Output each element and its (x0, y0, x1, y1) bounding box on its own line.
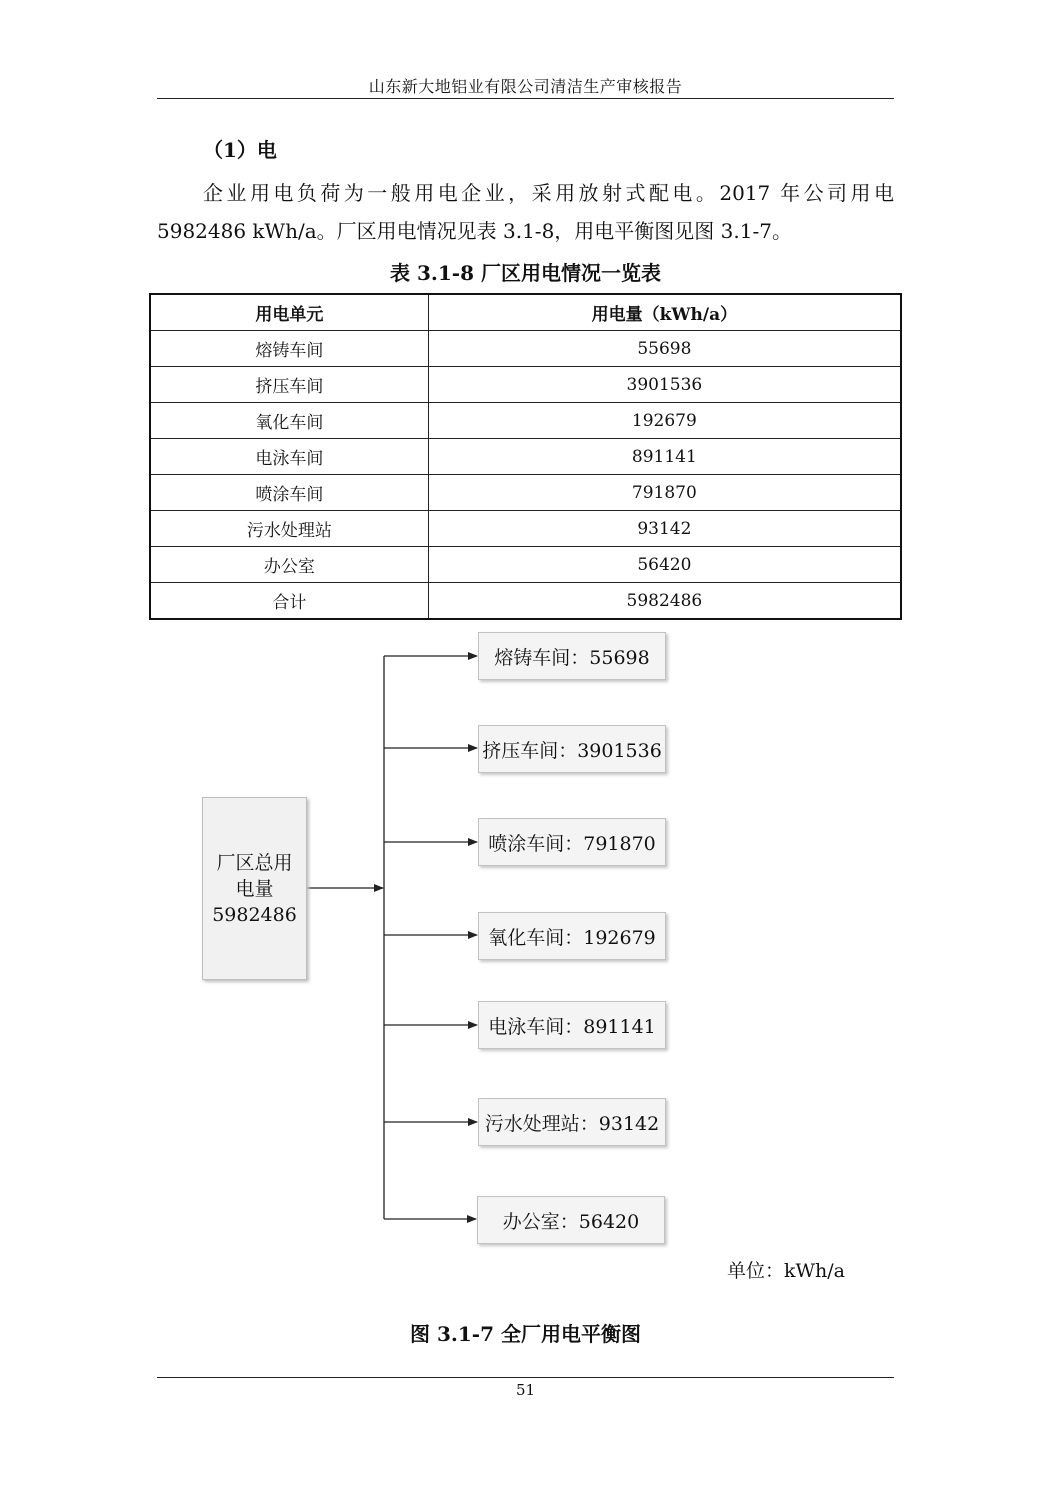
total-consumption-box (202, 797, 307, 980)
cell-value: 791870 (428, 475, 901, 511)
unit-box-extrusion: 挤压车间：3901536 (478, 725, 666, 773)
cell-unit: 喷涂车间 (150, 475, 428, 511)
cell-unit: 电泳车间 (150, 439, 428, 475)
cell-unit: 污水处理站 (150, 511, 428, 547)
cell-value: 5982486 (428, 583, 901, 620)
cell-unit: 合计 (150, 583, 428, 620)
page-number: 51 (515, 1381, 536, 1399)
unit-box-wastewater: 污水处理站：93142 (478, 1098, 666, 1146)
cell-value: 56420 (428, 547, 901, 583)
total-value: 5982486 (212, 903, 297, 926)
cell-value: 891141 (428, 439, 901, 475)
unit-box-oxidation: 氧化车间：192679 (478, 912, 666, 960)
table-title: 表 3.1-8 厂区用电情况一览表 (390, 261, 661, 285)
cell-value: 93142 (428, 511, 901, 547)
cell-value: 3901536 (428, 367, 901, 403)
total-label-line1: 厂区总用 (216, 851, 293, 874)
header-unit: 用电单元 (150, 294, 428, 331)
cell-value: 192679 (428, 403, 901, 439)
cell-unit: 挤压车间 (150, 367, 428, 403)
total-label-line2: 电量 (235, 877, 274, 900)
cell-value: 55698 (428, 331, 901, 367)
unit-box-casting: 熔铸车间：55698 (478, 632, 666, 680)
cell-unit: 氧化车间 (150, 403, 428, 439)
body-paragraph: 企业用电负荷为一般用电企业，采用放射式配电。2017 年公司用电 5982486 kWh/a。厂区用电情况见表 3.1-8，用电平衡图见图 3.1-7。 (157, 181, 894, 243)
section-heading: （1）电 (203, 138, 277, 162)
unit-box-spraying: 喷涂车间：791870 (478, 818, 666, 866)
header-consumption: 用电量（kWh/a） (428, 294, 901, 331)
cell-unit: 熔铸车间 (150, 331, 428, 367)
unit-label: 单位：kWh/a (727, 1260, 846, 1282)
figure-caption: 图 3.1-7 全厂用电平衡图 (410, 1322, 641, 1346)
page-header: 山东新大地铝业有限公司清洁生产审核报告 (368, 77, 683, 96)
unit-box-electrophoresis: 电泳车间：891141 (478, 1001, 666, 1049)
unit-box-office: 办公室：56420 (477, 1196, 665, 1244)
footer-rule (157, 1377, 894, 1378)
cell-unit: 办公室 (150, 547, 428, 583)
